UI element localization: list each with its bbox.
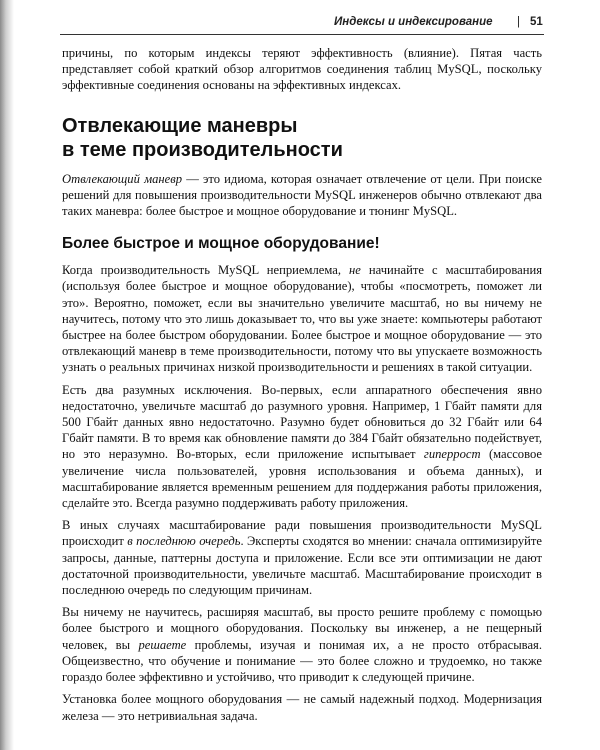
page-content bbox=[62, 45, 542, 730]
paragraph-4-part-a: Вы ничему не научитесь, расширяя масштаб, вы просто решите проблему с помощью более быстрого и мощного оборудования. Поскольку вы инженер, а не пещерный человек, вы bbox=[62, 605, 542, 652]
section-paragraph bbox=[62, 171, 542, 220]
paragraph-4 bbox=[62, 604, 542, 685]
running-header bbox=[334, 16, 544, 32]
header-separator: | bbox=[517, 16, 520, 28]
section-paragraph-text: — это идиома, которая означает отвлечение от цели. При поиске решений для повышения производительности MySQL инженеров обычно отвлекают два таких маневра: более быстрое и мощное оборудование и тюнинг MySQL. bbox=[62, 171, 542, 219]
paragraph-2-emphasis: гиперрост bbox=[423, 447, 481, 462]
paragraph-1-part-b: начинайте с масштабирования (используя более быстрое и мощное оборудование), чтобы «посмотреть, поможет ли это». Вероятно, поможет, если вы значительно увеличите масштаб, но вы ничему не научитесь, потому что это лишь доказывает то, что вы уже знаете: компьютеры работают быстрее на более быстром оборудовании. Более быстрое и мощное оборудование — это отвлекающий маневр в теме производительности, потому что вы упускаете возможность узнать о реальных причинах низкой производительности и решениях в такой ситуации. bbox=[62, 263, 542, 375]
term-italic: Отвлекающий маневр bbox=[62, 171, 183, 186]
section-heading-line1: Отвлекающие маневры bbox=[62, 114, 298, 137]
paragraph-1 bbox=[62, 262, 542, 375]
header-rule bbox=[60, 34, 544, 35]
paragraph-3-part-b: . Эксперты сходятся во мнении: сначала оптимизируйте запросы, данные, паттерны доступа и приложение. Если все эти оптимизации не дают достаточной производительности, увеличьте масштаб. Масштабирование происходит в последнюю очередь по следующим причинам. bbox=[62, 534, 542, 598]
intro-paragraph: причины, по которым индексы теряют эффективность (влияние). Пятая часть представляет собой краткий обзор алгоритмов соединения таблиц MySQL, поскольку эффективные соединения основаны на эффективных индексах. bbox=[62, 46, 542, 93]
paragraph-2-part-b: (массовое увеличение числа пользователей, уровня использования и объема данных), и масштабирование является временным решением для поддержания работы приложения, сделайте это. Всегда разумно поддерживать работу приложения. bbox=[62, 447, 542, 511]
paragraph-3-part-a: В иных случаях масштабирование ради повышения производительности MySQL происходит bbox=[62, 518, 542, 549]
paragraph-5: Установка более мощного оборудования — не самый надежный подход. Модернизация железа — это нетривиальная задача. bbox=[62, 692, 542, 723]
paragraph-4-emphasis: решаете bbox=[138, 637, 187, 652]
paragraph-1-part-a: Когда производительность MySQL неприемлема, bbox=[62, 263, 350, 278]
paragraph-1-emphasis: не bbox=[349, 263, 361, 278]
section-heading bbox=[62, 114, 542, 162]
paragraph-3-emphasis: в последнюю очередь bbox=[127, 534, 241, 549]
paragraph-2 bbox=[62, 382, 542, 512]
paragraph-2-part-a: Есть два разумных исключения. Во-первых, если аппаратного обеспечения явно недостаточно, увеличьте масштаб до разумного уровня. Например, 1 Гбайт памяти для 500 Гбайт данных явно недостаточно. Разумно будет обновиться до 32 Гбайт или 64 Гбайт памяти. В то время как обновление памяти до 384 Гбайт обязательно подействует, но это неразумно. Во-вторых, если приложение испытывает bbox=[62, 382, 542, 462]
section-heading-line2: в теме производительности bbox=[62, 138, 343, 161]
paragraph-3 bbox=[62, 517, 542, 598]
subsection-heading: Более быстрое и мощное оборудование! bbox=[62, 235, 380, 253]
running-title: Индексы и индексирование bbox=[334, 16, 493, 28]
paragraph-4-part-b: проблемы, изучая и понимая их, а не просто отбрасывая. Общеизвестно, что обучение и понимание — это более сложно и трудоемко, но также гораздо более эффективно и устойчиво, что приводит к следующей причине. bbox=[62, 637, 542, 685]
page-edge-shadow bbox=[0, 0, 14, 750]
page-number: 51 bbox=[530, 16, 543, 28]
